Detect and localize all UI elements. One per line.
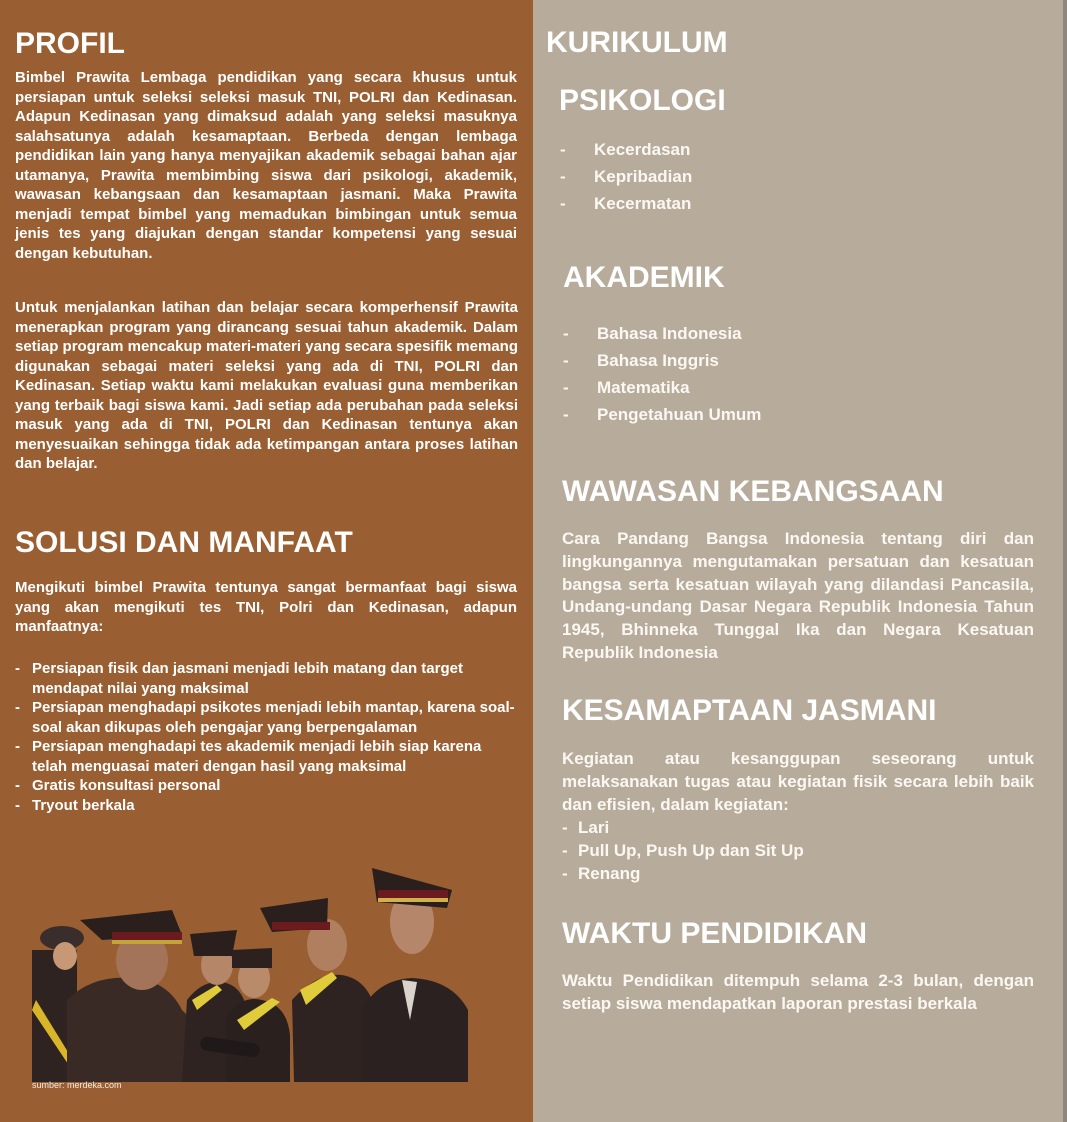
solusi-title: SOLUSI DAN MANFAAT [15,526,353,559]
kesamaptaan-title: KESAMAPTAAN JASMANI [562,694,937,727]
benefit-item: - Persiapan fisik dan jasmani menjadi lebih matang dan target mendapat nilai yang maksimal [15,660,463,697]
kurikulum-title: KURIKULUM [546,26,728,59]
photo-caption: sumber: merdeka.com [32,1080,122,1090]
benefit-item: - Gratis konsultasi personal [15,777,221,794]
officer-figure [362,868,468,1082]
officer-figure [227,948,290,1082]
curriculum-item: - Kepribadian [560,167,693,186]
benefit-item: - Tryout berkala [15,796,135,814]
right-panel [533,0,1063,1122]
benefit-item: - Persiapan menghadapi psikotes menjadi lebih mantap, karena soal-soal akan dikupas oleh pengajar yang berpengalaman [15,699,515,736]
police-graduation-photo [32,860,474,1082]
curriculum-item: - Bahasa Indonesia [563,324,742,343]
curriculum-item: - Kecerdasan [560,140,691,159]
curriculum-item: - Pengetahuan Umum [563,405,762,424]
solusi-intro: Mengikuti bimbel Prawita tentunya sangat bermanfaat bagi siswa yang akan mengikuti tes TNI, Polri dan Kedinasan, adapun manfaatnya: [15,579,517,635]
wawasan-text: Cara Pandang Bangsa Indonesia tentang diri dan lingkungannya mengutamakan persatuan dan kesatuan bangsa serta kesatuan wilayah yang dilandasi Pancasila, Undang-undang Dasar Negara Republik Indonesia Tahun 1945, Bhinneka Tunggal Ika dan Negara Kesatuan Republik Indonesia [562,529,1034,662]
psikologi-list [560,136,692,217]
activity-item: - Lari [562,818,610,837]
waktu-text: Waktu Pendidikan ditempuh selama 2-3 bulan, dengan setiap siswa mendapatkan laporan prestasi berkala [562,971,1034,1013]
activity-item: - Pull Up, Push Up dan Sit Up [562,841,804,860]
profil-title: PROFIL [15,27,125,60]
kesamaptaan-text: Kegiatan atau kesanggupan seseorang untuk melaksanakan tugas atau kegiatan fisik secara lebih baik dan efisien, dalam kegiatan: [562,749,1034,814]
curriculum-item: - Bahasa Inggris [563,351,719,370]
curriculum-item: - Kecermatan [560,194,692,213]
akademik-title: AKADEMIK [563,261,725,294]
akademik-list [563,320,761,428]
profil-paragraph-1: Bimbel Prawita Lembaga pendidikan yang secara khusus untuk persiapan untuk seleksi seleksi masuk TNI, POLRI dan Kedinasan. Adapun Kedinasan yang dimaksud adalah yang seleksi masuknya salahsatunya adalah kesamaptaan. Berbeda dengan lembaga pendidikan lain yang hanya menyajikan akademik sebagai bahan ajar utamanya, Prawita membimbing siswa dari psikologi, akademik, wawasan kebangsaan dan kesamaptaan jasmani. Maka Prawita menjadi tempat bimbel yang memadukan bimbingan untuk semua jenis tes yang diajukan dengan standar kompetensi yang sesuai dengan kebutuhan. [15,69,517,262]
waktu-title: WAKTU PENDIDIKAN [562,917,867,950]
curriculum-item: - Matematika [563,378,690,397]
page-edge [1063,0,1067,1122]
activity-item: - Renang [562,864,641,883]
left-panel [0,0,533,1122]
psikologi-title: PSIKOLOGI [559,84,726,117]
kesamaptaan-list [562,816,804,885]
profil-paragraph-2: Untuk menjalankan latihan dan belajar secara komperhensif Prawita menerapkan program yang dirancang sesuai tahun akademik. Dalam setiap program mencakup materi-materi yang secara spesifik memang digunakan sebagai materi seleksi yang ada di TNI, POLRI dan Kedinasan. Setiap waktu kami melakukan evaluasi guna memberikan yang terbaik bagi siswa kami. Jadi setiap ada perubahan pada seleksi masuk yang ada di TNI, POLRI dan Kedinasan tentunya akan menyesuaikan sehingga tidak ada ketimpangan antara proses latihan dan belajar. [15,299,518,472]
wawasan-title: WAWASAN KEBANGSAAN [562,475,944,508]
benefit-item: - Persiapan menghadapi tes akademik menjadi lebih siap karena telah menguasai materi dengan hasil yang maksimal [15,738,482,775]
benefit-list [15,659,517,815]
